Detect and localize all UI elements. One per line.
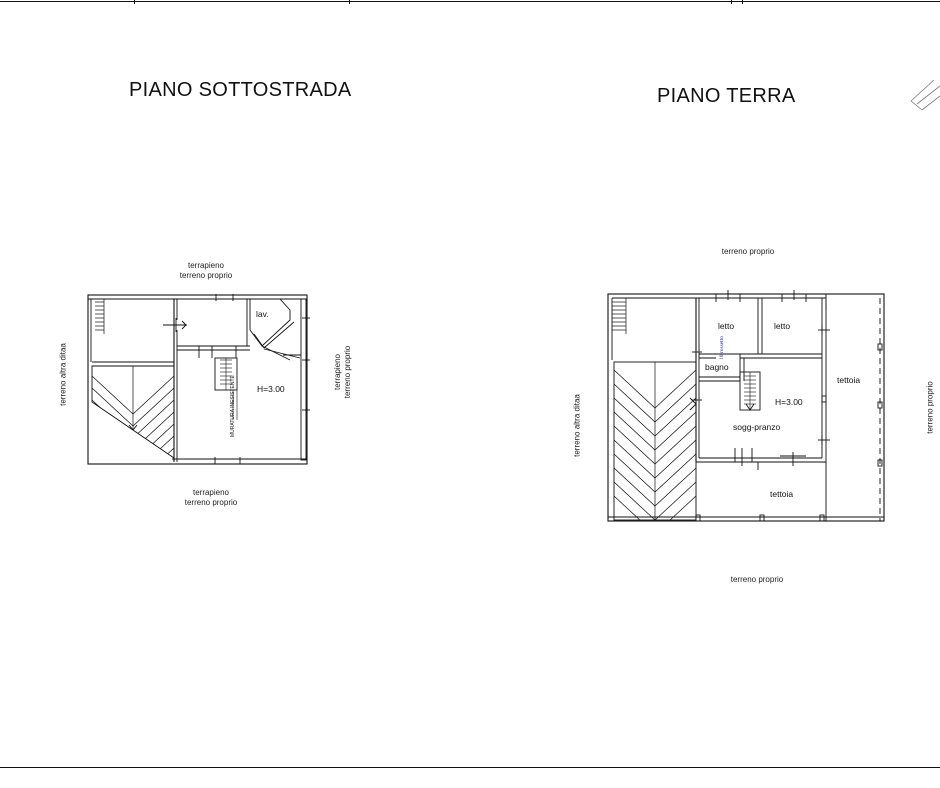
basement-bottom-label-line2: terreno proprio [184, 498, 238, 507]
ground-right-label: terreno proprio [925, 381, 935, 434]
basement-right-label-line1: terrapieno [333, 353, 342, 391]
ground-room-letto-1: letto [718, 321, 735, 331]
ground-room-bagno: bagno [705, 362, 729, 372]
ground-room-letto-2: letto [774, 321, 791, 331]
ground-left-label: terreno altra ditaa [572, 394, 582, 457]
ground-room-tettoia-1: tettoia [837, 375, 861, 385]
basement-right-label [333, 327, 353, 417]
ground-room-tettoia-2: tettoia [770, 489, 794, 499]
ground-room-soggiorno: sogg-pranzo [733, 422, 781, 432]
ground-top-label: terreno proprio [721, 247, 775, 256]
basement-plan-title: PIANO SOTTOSTRADA [129, 79, 352, 101]
basement-top-label-line1: terrapieno [187, 261, 225, 270]
basement-top-label [156, 261, 256, 281]
basement-left-label: terreno altra ditaa [58, 343, 68, 406]
basement-right-label-line2: terreno proprio [343, 345, 352, 399]
ground-blue-annotation: 10 rossetto [719, 336, 725, 360]
basement-top-label-line2: terreno proprio [179, 271, 233, 280]
north-arrow-icon [911, 80, 940, 110]
basement-bottom-label [161, 488, 261, 508]
basement-stair-note: MURATURA INESISTENTE [230, 375, 236, 437]
basement-room-height: H=3.00 [257, 384, 285, 394]
ground-plan-title: PIANO TERRA [657, 85, 796, 107]
ground-floor-plan [608, 290, 884, 534]
ground-room-height: H=3.00 [775, 397, 803, 407]
basement-room-lav: lav. [256, 309, 269, 319]
basement-bottom-label-line1: terrapieno [192, 488, 230, 497]
ground-bottom-label: terreno proprio [730, 575, 784, 584]
